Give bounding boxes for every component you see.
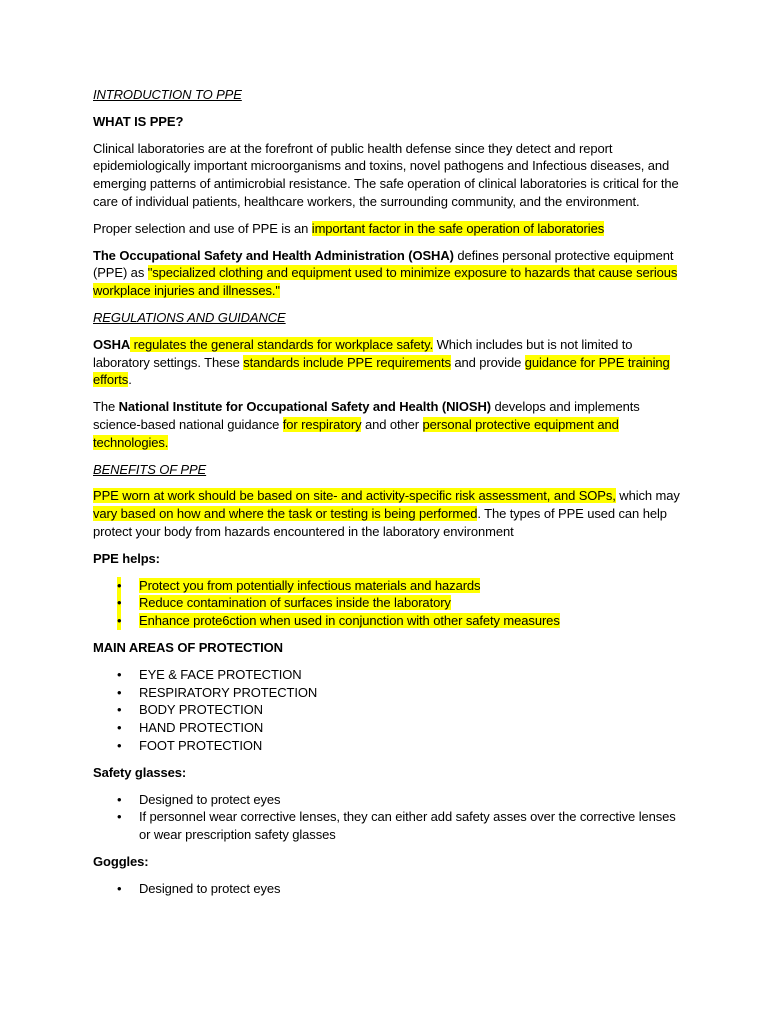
osha-definition-quote: "specialized clothing and equipment used to minimize exposure to hazards that cause serious workplace injuries and illnesses."	[93, 265, 678, 299]
list-item	[93, 808, 683, 844]
list-item	[93, 577, 683, 595]
bullet-icon: •	[117, 613, 122, 629]
benefits-heading: BENEFITS OF PPE	[93, 461, 207, 477]
list-item-text: Protect you from potentially infectious materials and hazards	[139, 577, 481, 593]
what-is-ppe-heading: WHAT IS PPE?	[93, 113, 184, 129]
benefits-highlight-1: PPE worn at work should be based on site- and activity-specific risk assessment, and SOPs,	[93, 488, 616, 504]
list-item	[93, 791, 683, 809]
bullet-icon: •	[117, 684, 122, 700]
bullet-icon: •	[117, 666, 122, 682]
goggles-list	[93, 880, 683, 898]
osha-text-1: Which includes but is not limited to laboratory settings. These	[93, 336, 633, 370]
intro-paragraph: Clinical laboratories are at the forefront of public health defense since they detect and report epidemiologically important microorganisms and toxins, novel pathogens and Infectious diseases, and emerging patterns of antimicrobial resistance. The safe operation of clinical laboratories is critical for the care of individual patients, healthcare workers, the surrounding community, and the environment.	[93, 140, 679, 209]
list-item-text: RESPIRATORY PROTECTION	[139, 684, 318, 700]
niosh-text-1: develops and implements science-based national guidance	[93, 399, 640, 432]
main-areas-list	[93, 666, 683, 755]
osha-name: The Occupational Safety and Health Administration (OSHA)	[93, 247, 454, 263]
list-item	[93, 594, 683, 612]
niosh-highlight-1: for respiratory	[282, 416, 362, 432]
benefits-text-1: which may	[615, 488, 680, 504]
bullet-icon: •	[117, 737, 122, 753]
benefits-paragraph	[93, 487, 683, 540]
osha-regulations-paragraph	[93, 336, 683, 389]
list-item-text: Enhance prote6ction when used in conjunction with other safety measures	[139, 613, 560, 629]
ppe-helps-heading: PPE helps:	[93, 550, 160, 566]
niosh-text-2: and other	[361, 416, 423, 432]
benefits-highlight-2: vary based on how and where the task or testing is being performed	[93, 506, 478, 522]
list-item	[93, 684, 683, 702]
osha-definition-text: defines personal protective equipment (PPE) as	[93, 247, 674, 281]
bullet-icon: •	[117, 791, 122, 807]
bullet-icon: •	[117, 809, 122, 825]
ppe-helps-list	[93, 577, 683, 630]
osha-label: OSHA	[93, 336, 131, 352]
list-item-text: BODY PROTECTION	[139, 702, 263, 718]
goggles-heading: Goggles:	[93, 853, 149, 869]
niosh-highlight-2: personal protective equipment and technologies.	[93, 416, 619, 450]
list-item	[93, 701, 683, 719]
selection-highlight: important factor in the safe operation of laboratories	[311, 220, 605, 236]
list-item-text: Reduce contamination of surfaces inside the laboratory	[139, 595, 451, 611]
list-item	[93, 612, 683, 630]
osha-text-2: and provide	[450, 354, 525, 370]
list-item	[93, 666, 683, 684]
bullet-icon: •	[117, 880, 122, 896]
niosh-paragraph	[93, 398, 683, 451]
list-item	[93, 737, 683, 755]
intro-heading: INTRODUCTION TO PPE	[93, 87, 242, 102]
list-item-text: HAND PROTECTION	[139, 720, 264, 736]
list-item-text: Designed to protect eyes	[139, 791, 281, 807]
bullet-icon: •	[117, 595, 122, 611]
list-item	[93, 880, 683, 898]
safety-glasses-heading: Safety glasses:	[93, 764, 187, 780]
list-item-text: Designed to protect eyes	[139, 880, 281, 896]
osha-highlight-1: regulates the general standards for workplace safety.	[130, 336, 434, 352]
list-item-text: If personnel wear corrective lenses, they can either add safety asses over the corrective lenses or wear prescription safety glasses	[139, 809, 676, 843]
document-body	[93, 86, 683, 906]
benefits-text-2: . The types of PPE used can help protect your body from hazards encountered in the laboratory environment	[93, 506, 667, 539]
list-item-text: EYE & FACE PROTECTION	[139, 666, 302, 682]
osha-definition-paragraph	[93, 247, 683, 300]
bullet-icon: •	[117, 577, 122, 593]
main-areas-heading: MAIN AREAS OF PROTECTION	[93, 639, 283, 655]
safety-glasses-list	[93, 791, 683, 844]
niosh-name: National Institute for Occupational Safety and Health (NIOSH)	[118, 399, 492, 415]
list-item-text: FOOT PROTECTION	[139, 737, 263, 753]
osha-highlight-2: standards include PPE requirements	[243, 354, 451, 370]
osha-highlight-3: guidance for PPE training efforts	[93, 354, 670, 388]
niosh-text-0: The	[93, 399, 119, 415]
list-item	[93, 719, 683, 737]
bullet-icon: •	[117, 720, 122, 736]
selection-paragraph	[93, 220, 683, 238]
bullet-icon: •	[117, 702, 122, 718]
osha-text-3: .	[128, 372, 132, 388]
selection-text: Proper selection and use of PPE is an	[93, 220, 312, 236]
regulations-heading: REGULATIONS AND GUIDANCE	[93, 309, 286, 325]
